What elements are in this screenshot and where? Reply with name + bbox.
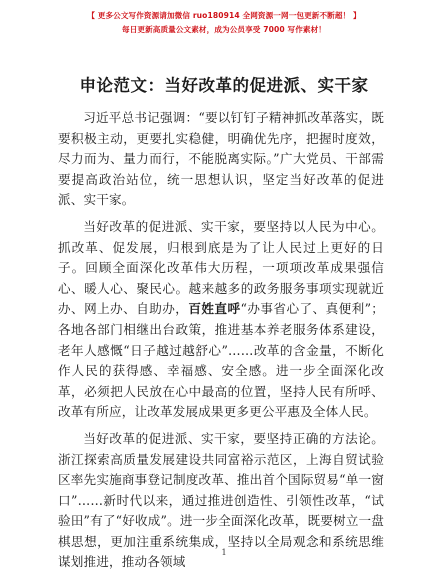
- document-title: 申论范文：当好改革的促进派、实干家: [79, 76, 369, 95]
- page-number: 1: [221, 548, 227, 557]
- promo-banner-line-1: 【 更多公文写作资源请加微信 ruo180914 全网资源一网一包更新不断超！ 】: [87, 11, 361, 20]
- promo-banner: [0, 9, 448, 37]
- paragraph-2: [58, 217, 384, 423]
- paragraph-1: 习近平总书记强调：“要以钉钉子精神抓改革落实，既要积极主动，更要扎实稳健，明确优先序，把握时度效，尽力而为、量力而行，不能脱离实际。”广大党员、干部需要提高政治站位，统一思想认识，坚定当好改革的促进派、实干家。: [58, 110, 384, 208]
- paragraph-2-bold-phrase: 百姓直呼: [188, 301, 241, 317]
- paragraph-3: 当好改革的促进派、实干家，要坚持正确的方法论。浙江探索高质量发展建设共同富裕示范区，上海自贸试验区率先实施商事登记制度改革、推出首个国际贸易“单一窗口”……新时代以来，通过推进创造性、引领性改革，“试验田”有了“好收成”。进一步全面深化改革，既要树立一盘棋思想，更加注重系统集成，坚持以全局观念和系统思维谋划推进，推动各领域: [58, 430, 384, 570]
- paragraph-2-text-end: “办事省心了、真便利”；各地各部门相继出台政策，推进基本养老服务体系建设，老年人感慨“日子越过越舒心”……改革的含金量，不断化作人民的获得感、幸福感、安全感。进一步全面深化改革，必须把人民放在心中最高的位置，坚持人民有所呼、改革有所应，让改革发展成果更多更公平惠及全体人民。: [58, 301, 384, 420]
- promo-banner-line-2: 每日更新高质量公文素材，成为公员享受 7000 写作素材！: [122, 25, 326, 34]
- paragraph-2-text-start: 当好改革的促进派、实干家，要坚持以人民为中心。抓改革、促发展，归根到底是为了让人民过上更好的日子。回顾全面深化改革伟大历程，一项项改革成果强信心、暖人心、聚民心。越来越多的政务服务事项实现就近办、网上办、自助办，: [58, 218, 384, 317]
- document-body: [58, 108, 384, 579]
